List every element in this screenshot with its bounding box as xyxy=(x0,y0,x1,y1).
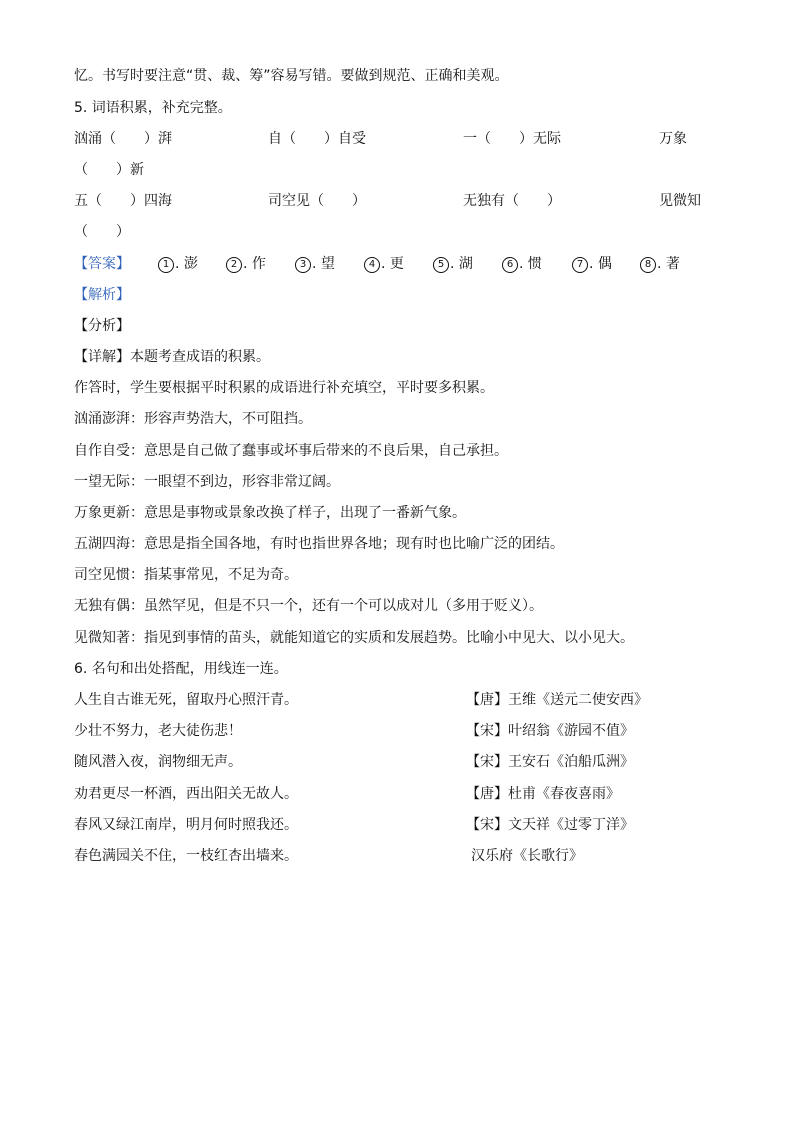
intro-line: 忆。书写时要注意“贯、裁、筹”容易写错。要做到规范、正确和美观。 xyxy=(74,68,509,84)
explanation-line: 五湖四海：意思是指全国各地，有时也指世界各地；现有时也比喻广泛的团结。 xyxy=(74,536,564,552)
answer-item: 4 . 更 xyxy=(364,254,404,274)
source-item[interactable]: 汉乐府《长歌行》 xyxy=(471,848,583,864)
quote-item[interactable]: 随风潜入夜，润物细无声。 xyxy=(74,754,242,770)
blank-item-6: 司空见（ ） xyxy=(268,193,366,209)
answer-item: 7 . 偶 xyxy=(572,254,612,274)
explanation-line: 见微知著：指见到事情的苗头，就能知道它的实质和发展趋势。比喻小中见大、以小见大。 xyxy=(74,630,634,646)
explanation-line: 作答时，学生要根据平时积累的成语进行补充填空，平时要多积累。 xyxy=(74,380,494,396)
blank-item-5: 五（ ）四海 xyxy=(74,193,172,209)
explanation-line: 一望无际：一眼望不到边，形容非常辽阔。 xyxy=(74,474,340,490)
explanation-line: 自作自受：意思是自己做了蠢事或坏事后带来的不良后果，自己承担。 xyxy=(74,443,508,459)
explanation-line: 司空见惯：指某事常见，不足为奇。 xyxy=(74,567,298,583)
blank-item-7: 无独有（ ） xyxy=(463,193,561,209)
quote-item[interactable]: 春风又绿江南岸，明月何时照我还。 xyxy=(74,817,298,833)
source-item[interactable]: 【宋】叶绍翁《游园不值》 xyxy=(466,723,634,739)
answer-item: 6 . 惯 xyxy=(502,254,542,274)
answer-item: 3 . 望 xyxy=(295,254,335,274)
analysis-tag: 【解析】 xyxy=(74,287,130,303)
quote-item[interactable]: 人生自古谁无死，留取丹心照汗青。 xyxy=(74,692,298,708)
quote-item[interactable]: 春色满园关不住，一枝红杏出墙来。 xyxy=(74,848,298,864)
source-item[interactable]: 【唐】王维《送元二使安西》 xyxy=(466,692,648,708)
blank-item-3: 一（ ）无际 xyxy=(463,131,561,147)
blank-item-1: 汹涌（ ）湃 xyxy=(74,131,172,147)
source-item[interactable]: 【唐】杜甫《春夜喜雨》 xyxy=(466,786,620,802)
blank-item-4: 万象 xyxy=(659,131,687,147)
explanation-line: 万象更新：意思是事物或景象改换了样子，出现了一番新气象。 xyxy=(74,505,466,521)
answer-item: 1 . 澎 xyxy=(158,254,198,274)
quote-item[interactable]: 劝君更尽一杯酒，西出阳关无故人。 xyxy=(74,786,298,802)
detail-line: 【详解】本题考查成语的积累。 xyxy=(74,349,270,365)
answer-item: 8 . 著 xyxy=(640,254,680,274)
answer-item: 5 . 湖 xyxy=(433,254,473,274)
blank-item-4-wrap: （ ）新 xyxy=(74,162,144,178)
question-6-title: 6. 名句和出处搭配，用线连一连。 xyxy=(74,661,288,677)
answer-tag: 【答案】 xyxy=(74,256,130,272)
source-item[interactable]: 【宋】文天祥《过零丁洋》 xyxy=(466,817,634,833)
question-5-title: 5. 词语积累，补充完整。 xyxy=(74,100,232,116)
source-item[interactable]: 【宋】王安石《泊船瓜洲》 xyxy=(466,754,634,770)
quote-item[interactable]: 少壮不努力，老大徒伤悲！ xyxy=(74,723,242,739)
answer-item: 2 . 作 xyxy=(226,254,266,274)
fenxi-label: 【分析】 xyxy=(74,318,130,334)
explanation-line: 无独有偶：虽然罕见，但是不只一个，还有一个可以成对儿（多用于贬义）。 xyxy=(74,598,543,614)
blank-item-8: 见微知 xyxy=(659,193,701,209)
blank-item-8-wrap: （ ） xyxy=(74,224,130,240)
explanation-line: 汹涌澎湃：形容声势浩大，不可阻挡。 xyxy=(74,411,312,427)
blank-item-2: 自（ ）自受 xyxy=(268,131,366,147)
